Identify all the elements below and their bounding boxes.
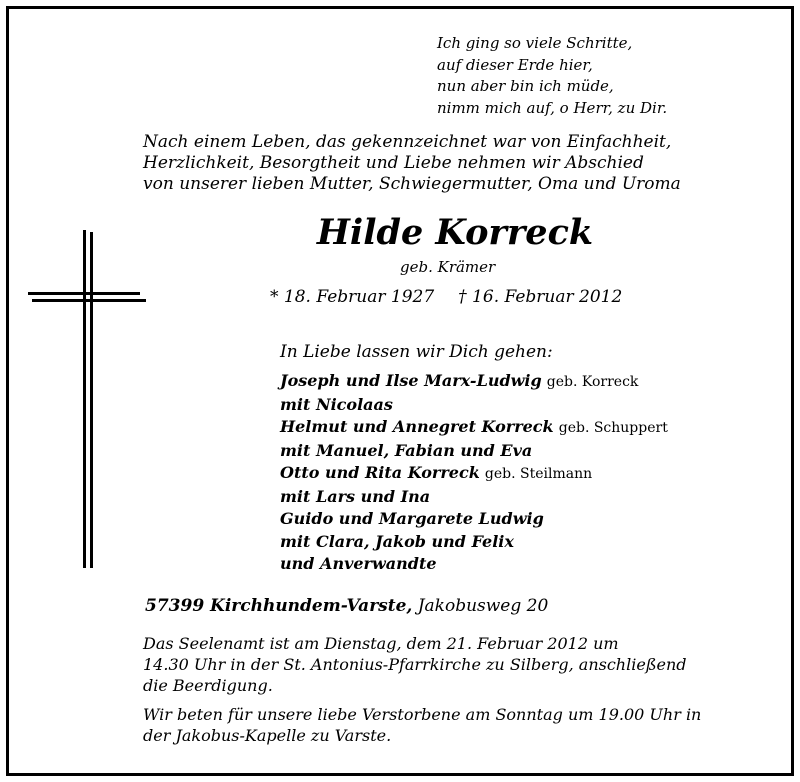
- farewell-line: In Liebe lassen wir Dich gehen:: [280, 342, 553, 362]
- poem-line: nun aber bin ich müde,: [437, 77, 614, 95]
- family-member: [280, 370, 668, 394]
- family-names: und Anverwandte: [280, 554, 437, 573]
- intro-line: von unserer lieben Mutter, Schwiegermutter, Oma und Uroma: [143, 174, 681, 194]
- intro-line: Nach einem Leben, das gekennzeichnet war von Einfachheit,: [143, 132, 672, 152]
- family-list: [280, 370, 668, 576]
- family-names: mit Nicolaas: [280, 394, 393, 414]
- family-member: [280, 416, 668, 440]
- family-member: [280, 486, 668, 509]
- intro-line: Herzlichkeit, Besorgtheit und Liebe nehmen wir Abschied: [143, 153, 644, 173]
- family-member: [280, 394, 668, 417]
- family-names: mit Clara, Jakob und Felix: [280, 531, 514, 551]
- family-names: mit Manuel, Fabian und Eva: [280, 440, 533, 460]
- poem-line: Ich ging so viele Schritte,: [437, 34, 633, 52]
- family-names: Joseph und Ilse Marx-Ludwig: [280, 371, 542, 390]
- poem: [437, 33, 667, 119]
- notice-line: Wir beten für unsere liebe Verstorbene am Sonntag um 19.00 Uhr in: [143, 705, 702, 724]
- notice-line: Das Seelenamt ist am Dienstag, dem 21. Februar 2012 um: [143, 634, 619, 653]
- family-member: [280, 508, 668, 531]
- notice-line: die Beerdigung.: [143, 676, 273, 695]
- life-dates: [270, 287, 622, 307]
- family-names: Otto und Rita Korreck: [280, 463, 480, 482]
- birth-date: * 18. Februar 1927: [270, 287, 435, 307]
- address: [145, 596, 548, 616]
- deceased-maiden-name: geb. Krämer: [400, 258, 496, 276]
- family-birth-name: geb. Korreck: [546, 374, 639, 390]
- death-date: † 16. Februar 2012: [458, 287, 623, 307]
- poem-line: auf dieser Erde hier,: [437, 55, 593, 74]
- notice-line: 14.30 Uhr in der St. Antonius-Pfarrkirche zu Silberg, anschließend: [143, 655, 687, 674]
- funeral-notice: [143, 633, 783, 696]
- intro-text: [143, 132, 763, 195]
- address-street: Jakobusweg 20: [417, 596, 549, 616]
- poem-line: nimm mich auf, o Herr, zu Dir.: [437, 98, 668, 117]
- deceased-name: Hilde Korreck: [316, 212, 594, 253]
- family-names: mit Lars und Ina: [280, 486, 431, 506]
- family-member: [280, 531, 668, 554]
- address-city: 57399 Kirchhundem-Varste,: [145, 596, 413, 616]
- notice-line: der Jakobus-Kapelle zu Varste.: [143, 726, 392, 745]
- family-names: Helmut und Annegret Korreck: [280, 417, 554, 436]
- family-birth-name: geb. Steilmann: [484, 466, 593, 482]
- family-names: Guido und Margarete Ludwig: [280, 509, 544, 528]
- prayer-notice: [143, 704, 783, 746]
- family-member: [280, 440, 668, 463]
- family-birth-name: geb. Schuppert: [558, 420, 668, 436]
- family-member: [280, 553, 668, 576]
- family-member: [280, 462, 668, 486]
- cross-icon: [28, 230, 148, 570]
